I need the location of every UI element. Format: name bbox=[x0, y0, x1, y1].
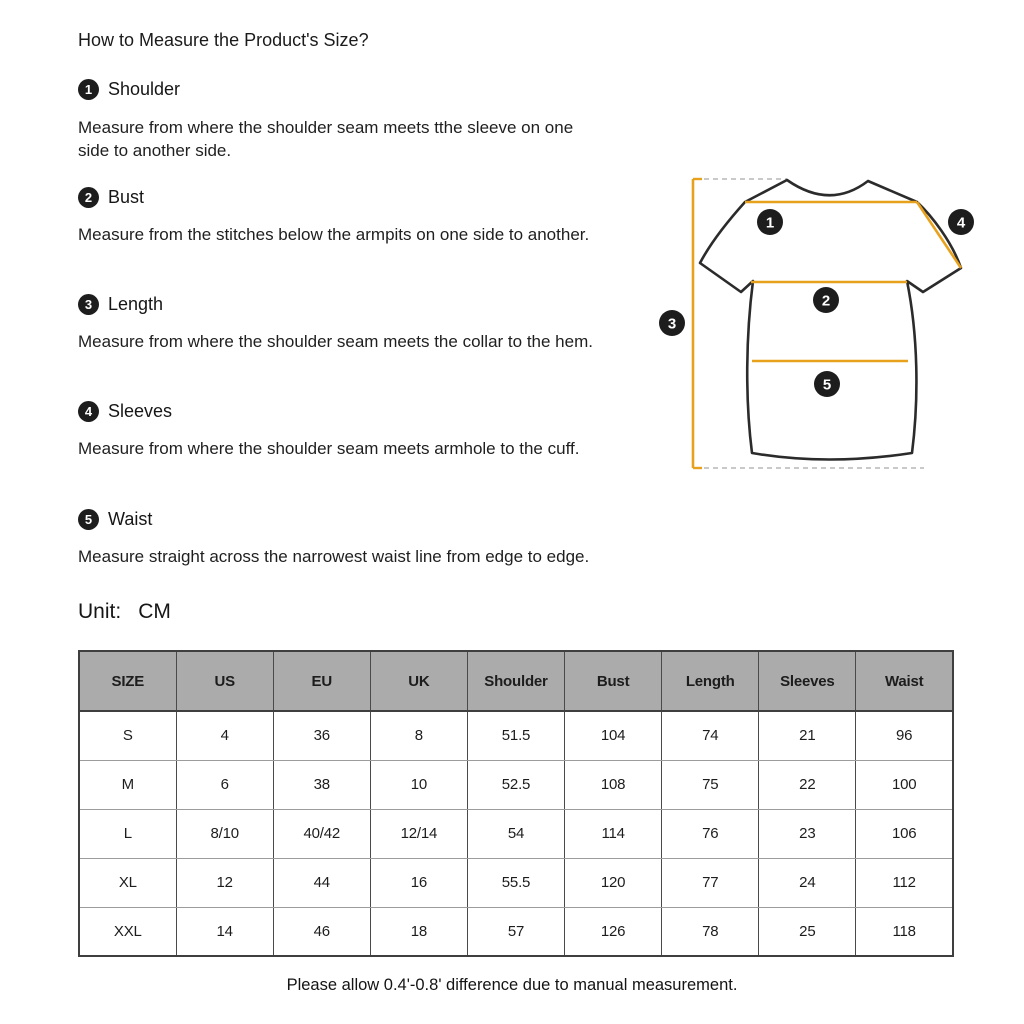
table-cell: 120 bbox=[565, 858, 662, 907]
instruction-name: Length bbox=[108, 294, 164, 314]
instruction-name: Waist bbox=[108, 509, 153, 529]
table-cell: 74 bbox=[662, 711, 759, 760]
table-cell: 21 bbox=[759, 711, 856, 760]
step-number-badge: 2 bbox=[78, 187, 99, 208]
table-cell: S bbox=[79, 711, 176, 760]
table-cell: 14 bbox=[176, 907, 273, 956]
unit-value: CM bbox=[138, 600, 171, 623]
table-cell: 6 bbox=[176, 760, 273, 809]
column-header-us: US bbox=[176, 651, 273, 711]
column-header-size: SIZE bbox=[79, 651, 176, 711]
unit-line bbox=[78, 600, 171, 624]
table-cell: 18 bbox=[370, 907, 467, 956]
marker-waist-number: 5 bbox=[822, 376, 832, 394]
instruction-description: Measure from where the shoulder seam meets armhole to the cuff. bbox=[78, 439, 580, 458]
table-cell: 25 bbox=[759, 907, 856, 956]
table-cell: 118 bbox=[856, 907, 953, 956]
table-cell: 54 bbox=[467, 809, 564, 858]
table-cell: 114 bbox=[565, 809, 662, 858]
table-cell: 78 bbox=[662, 907, 759, 956]
table-cell: 100 bbox=[856, 760, 953, 809]
table-cell: 12 bbox=[176, 858, 273, 907]
table-cell: 12/14 bbox=[370, 809, 467, 858]
marker-shoulder bbox=[757, 209, 783, 235]
instruction-item-waist bbox=[78, 509, 618, 530]
instruction-name: Bust bbox=[108, 187, 145, 207]
table-cell: XL bbox=[79, 858, 176, 907]
table-cell: 96 bbox=[856, 711, 953, 760]
table-header-row bbox=[79, 651, 953, 711]
column-header-eu: EU bbox=[273, 651, 370, 711]
table-cell: 36 bbox=[273, 711, 370, 760]
instruction-description: Measure from where the shoulder seam meets tthe sleeve on one side to another side. bbox=[78, 118, 574, 160]
table-cell: 10 bbox=[370, 760, 467, 809]
step-number-badge: 1 bbox=[78, 79, 99, 100]
table-cell: L bbox=[79, 809, 176, 858]
table-cell: 24 bbox=[759, 858, 856, 907]
marker-bust-number: 2 bbox=[821, 292, 831, 310]
table-cell: 104 bbox=[565, 711, 662, 760]
table-row-xl bbox=[79, 858, 953, 907]
table-cell: 8 bbox=[370, 711, 467, 760]
marker-length-number: 3 bbox=[667, 315, 677, 333]
step-number-badge: 4 bbox=[78, 401, 99, 422]
marker-waist bbox=[814, 371, 840, 397]
marker-length bbox=[659, 310, 685, 336]
table-cell: 44 bbox=[273, 858, 370, 907]
instruction-item-shoulder bbox=[78, 79, 618, 100]
marker-sleeves-number: 4 bbox=[956, 214, 966, 232]
table-cell: 57 bbox=[467, 907, 564, 956]
table-cell: 106 bbox=[856, 809, 953, 858]
table-cell: 75 bbox=[662, 760, 759, 809]
table-cell: 8/10 bbox=[176, 809, 273, 858]
table-cell: 76 bbox=[662, 809, 759, 858]
table-cell: 46 bbox=[273, 907, 370, 956]
column-header-sleeves: Sleeves bbox=[759, 651, 856, 711]
column-header-length: Length bbox=[662, 651, 759, 711]
column-header-waist: Waist bbox=[856, 651, 953, 711]
page-title: How to Measure the Product's Size? bbox=[78, 30, 369, 50]
table-cell: 55.5 bbox=[467, 858, 564, 907]
table-cell: 38 bbox=[273, 760, 370, 809]
column-header-bust: Bust bbox=[565, 651, 662, 711]
table-cell: 126 bbox=[565, 907, 662, 956]
table-row-l bbox=[79, 809, 953, 858]
step-number-badge: 5 bbox=[78, 509, 99, 530]
instruction-description: Measure straight across the narrowest waist line from edge to edge. bbox=[78, 547, 590, 566]
column-header-shoulder: Shoulder bbox=[467, 651, 564, 711]
table-cell: M bbox=[79, 760, 176, 809]
table-cell: 52.5 bbox=[467, 760, 564, 809]
column-header-uk: UK bbox=[370, 651, 467, 711]
table-cell: 22 bbox=[759, 760, 856, 809]
unit-label: Unit: bbox=[78, 600, 122, 623]
table-row-s bbox=[79, 711, 953, 760]
instruction-description: Measure from where the shoulder seam meets the collar to the hem. bbox=[78, 332, 593, 351]
marker-shoulder-number: 1 bbox=[765, 214, 775, 232]
table-cell: 51.5 bbox=[467, 711, 564, 760]
instruction-item-bust bbox=[78, 187, 618, 208]
table-cell: 108 bbox=[565, 760, 662, 809]
tshirt-diagram-svg bbox=[640, 150, 1024, 490]
instruction-name: Sleeves bbox=[108, 401, 173, 421]
table-cell: 40/42 bbox=[273, 809, 370, 858]
size-chart-table bbox=[78, 650, 954, 957]
marker-bust bbox=[813, 287, 839, 313]
instruction-item-length bbox=[78, 294, 618, 315]
instruction-name: Shoulder bbox=[108, 79, 181, 99]
step-number-badge: 3 bbox=[78, 294, 99, 315]
table-cell: XXL bbox=[79, 907, 176, 956]
footer-note: Please allow 0.4'-0.8' difference due to manual measurement. bbox=[286, 976, 738, 994]
table-cell: 23 bbox=[759, 809, 856, 858]
marker-sleeves bbox=[948, 209, 974, 235]
tshirt-measurement-diagram bbox=[640, 150, 1024, 490]
instruction-description: Measure from the stitches below the armpits on one side to another. bbox=[78, 225, 590, 244]
table-cell: 4 bbox=[176, 711, 273, 760]
instruction-item-sleeves bbox=[78, 401, 618, 422]
tshirt-outline bbox=[700, 180, 961, 460]
table-cell: 112 bbox=[856, 858, 953, 907]
table-row-xxl bbox=[79, 907, 953, 956]
table-cell: 77 bbox=[662, 858, 759, 907]
table-row-m bbox=[79, 760, 953, 809]
table-cell: 16 bbox=[370, 858, 467, 907]
